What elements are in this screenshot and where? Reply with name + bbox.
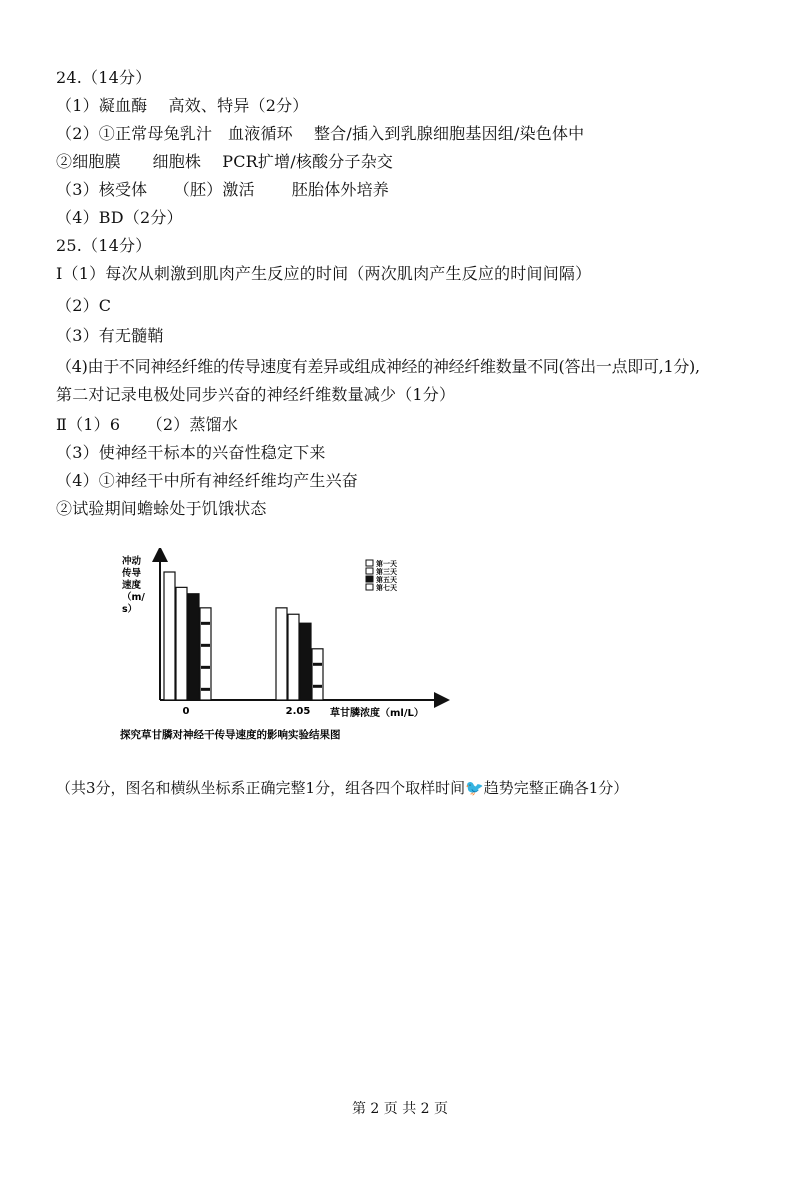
legend-label-第一天: 第一天 [376, 560, 397, 568]
q25-I-4: （4)由于不同神经纤维的传导速度有差异或组成神经的神经纤维数量不同(答出一点即可,1分), [56, 357, 700, 376]
legend-label-第三天: 第三天 [376, 568, 397, 576]
y-axis-label-part: s） [122, 604, 138, 615]
bars-group [164, 572, 323, 700]
q24-part1: （1）凝血酶 高效、特异（2分） [56, 96, 309, 115]
bar-hatch-mark [313, 685, 322, 688]
q24-part2-cont: ②细胞膜 细胞株 PCR扩增/核酸分子杂交 [56, 152, 394, 171]
page-number: 第 2 页 共 2 页 [351, 1101, 449, 1117]
q24-part4: （4）BD（2分） [56, 208, 183, 227]
bar-第七天-0 [200, 608, 211, 700]
bar-hatch-mark [201, 688, 210, 691]
q25-I-2: （2）C [56, 296, 112, 315]
legend-swatch-第三天 [366, 568, 373, 574]
q24-header: 24.（14分） [56, 68, 152, 87]
bar-hatch-mark [313, 663, 322, 666]
bar-chart-svg [100, 548, 480, 748]
legend-swatch-第七天 [366, 584, 373, 590]
q25-II-1-2: Ⅱ（1）6 （2）蒸馏水 [56, 415, 239, 434]
legend-label-第七天: 第七天 [376, 584, 397, 592]
x-tick-0: 0 [182, 706, 190, 717]
legend-label-第五天: 第五天 [376, 576, 397, 584]
q24-part3: （3）核受体 （胚）激活 胚胎体外培养 [56, 180, 390, 199]
q25-I-1: Ⅰ（1）每次从刺激到肌肉产生反应的时间（两次肌肉产生反应的时间间隔） [56, 264, 592, 283]
q24-part2: （2）①正常母兔乳汁 血液循环 整合/插入到乳腺细胞基因组/染色体中 [56, 124, 585, 143]
q25-II-4: （4）①神经干中所有神经纤维均产生兴奋 [56, 471, 358, 490]
q25-header: 25.（14分） [56, 236, 152, 255]
q25-II-4-cont: ②试验期间蟾蜍处于饥饿状态 [56, 499, 267, 518]
bar-hatch-mark [201, 622, 210, 625]
legend [366, 559, 397, 592]
chart-title: 探究草甘膦对神经干传导速度的影响实验结果图 [120, 729, 341, 741]
bar-hatch-mark [201, 666, 210, 669]
x-tick-2.05: 2.05 [285, 706, 311, 717]
bar-第五天-2.05 [300, 623, 311, 700]
legend-swatch-第五天 [366, 576, 373, 582]
bar-hatch-mark [201, 644, 210, 647]
y-axis-label-part: 速度 [122, 580, 142, 591]
bar-第一天-0 [164, 572, 175, 700]
x-axis-label: 草甘膦浓度（ml/L） [330, 708, 424, 719]
q25-II-3: （3）使神经干标本的兴奋性稳定下来 [56, 443, 326, 462]
y-axis-label-part: （m/ [122, 592, 145, 603]
q25-I-3: （3）有无髓鞘 [56, 326, 164, 345]
x-tick-labels [183, 706, 311, 717]
scoring-note: （共3分，图名和横纵坐标系正确完整1分，组各四个取样时间🐦趋势完整正确各1分） [56, 779, 629, 797]
q25-I-4-cont: 第二对记录电极处同步兴奋的神经纤维数量减少（1分） [56, 385, 456, 404]
bar-第三天-2.05 [288, 614, 299, 700]
y-axis-label-part: 冲动 [122, 556, 142, 567]
bar-第一天-2.05 [276, 608, 287, 700]
legend-swatch-第一天 [366, 560, 373, 566]
bar-第七天-2.05 [312, 649, 323, 700]
y-axis-label-part: 传导 [122, 568, 142, 579]
bar-chart [100, 548, 480, 748]
bar-第三天-0 [176, 587, 187, 700]
bar-第五天-0 [188, 594, 199, 700]
y-axis-label [121, 555, 145, 615]
